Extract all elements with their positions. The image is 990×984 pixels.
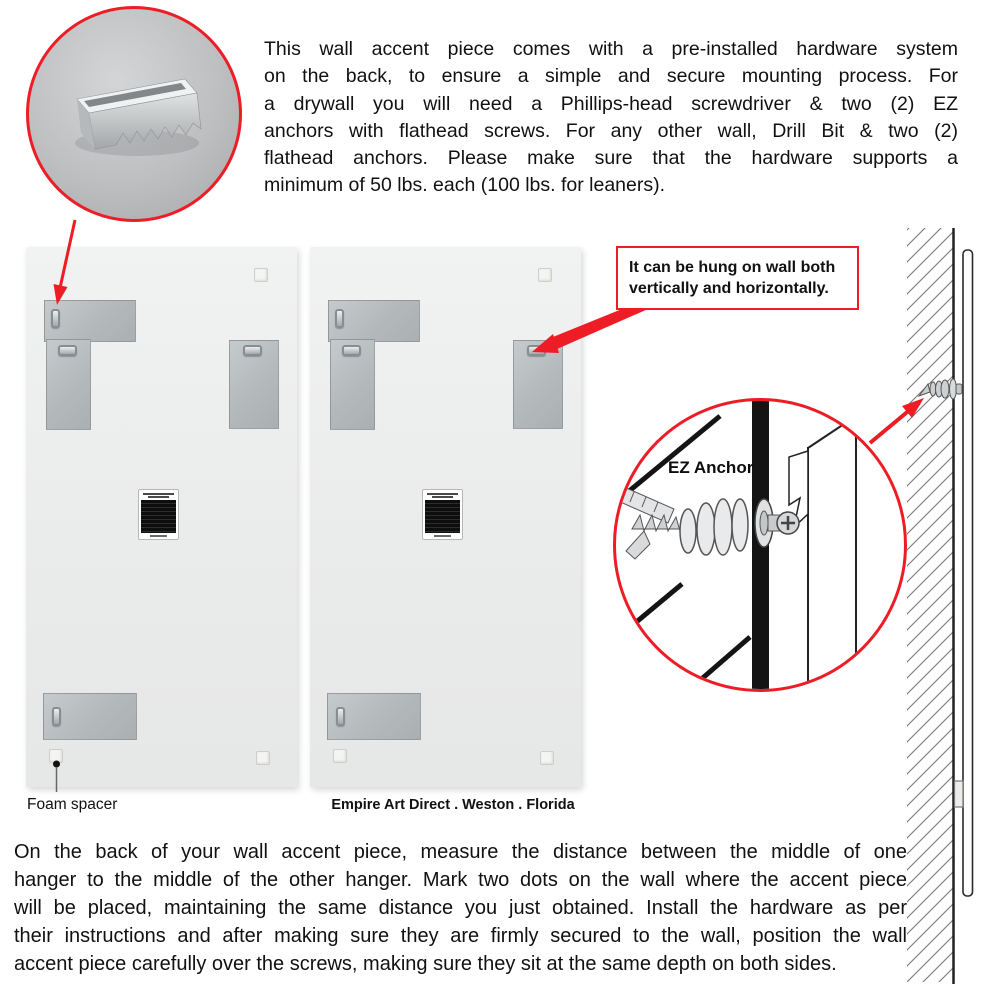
hanger-horizontal-icon — [243, 345, 262, 356]
sawtooth-hanger-icon — [29, 9, 239, 219]
callout-hang-orientation — [616, 246, 859, 310]
hanger-vertical-icon — [52, 707, 61, 726]
intro-paragraph — [264, 36, 958, 200]
outro-line: accent piece carefully over the screws, making sure they sit at the same depth on both sides. — [14, 953, 837, 975]
hanger-vertical-icon — [335, 309, 344, 328]
foam-spacer-pad — [254, 268, 268, 282]
outro-line: their instructions and after making sure they are firmly secured to the wall, position the wall — [14, 925, 907, 947]
intro-line: a drywall you will need a Phillips-head screwdriver & two (2) EZ — [264, 92, 958, 115]
outro-line: On the back of your wall accent piece, measure the distance between the middle of one — [14, 841, 907, 863]
foam-spacer-pad — [256, 751, 270, 765]
hanger-horizontal-icon — [527, 345, 546, 356]
ez-anchor-label: EZ Anchor — [668, 458, 754, 477]
hung-panel-side-view — [963, 250, 973, 896]
intro-line: on the back, to ensure a simple and secure mounting process. For — [264, 65, 958, 88]
hanger-horizontal-icon — [58, 345, 77, 356]
foam-spacer-side-view — [955, 781, 964, 807]
foam-spacer-pad — [49, 749, 63, 763]
accent-panel-back-left — [26, 247, 297, 787]
hanger-horizontal-icon — [342, 345, 361, 356]
ez-anchor-screw-icon — [616, 401, 904, 689]
ez-anchor-detail — [613, 398, 907, 692]
outro-line: hanger to the middle of the other hanger. Mark two dots on the wall where the accent piece — [14, 869, 907, 891]
accent-panel-back-right — [310, 247, 581, 787]
callout-line: It can be hung on wall both — [629, 259, 836, 276]
hanger-vertical-icon — [51, 309, 60, 328]
foam-spacer-pad — [540, 751, 554, 765]
outro-paragraph — [14, 838, 907, 978]
intro-line: flathead anchors. Please make sure that the hardware supports a — [264, 147, 958, 170]
foam-spacer-pad — [333, 749, 347, 763]
intro-line: anchors with flathead screws. For any other wall, Drill Bit & two (2) — [264, 119, 958, 142]
warning-label — [422, 489, 463, 540]
warning-label — [138, 489, 179, 540]
foam-spacer-label: Foam spacer — [27, 796, 118, 813]
intro-line: minimum of 50 lbs. each (100 lbs. for leaners). — [264, 174, 666, 197]
outro-line: will be placed, maintaining the same distance you just obtained. Install the hardware as per — [14, 897, 907, 919]
foam-spacer-pad — [538, 268, 552, 282]
wall-hatch — [907, 228, 953, 982]
hanger-vertical-icon — [336, 707, 345, 726]
wall-cross-section-diagram — [895, 226, 990, 984]
brand-line: Empire Art Direct . Weston . Florida — [331, 797, 575, 813]
intro-line: This wall accent piece comes with a pre-installed hardware system — [264, 38, 958, 60]
callout-line: vertically and horizontally. — [629, 280, 829, 297]
hanger-detail-photo — [26, 6, 242, 222]
